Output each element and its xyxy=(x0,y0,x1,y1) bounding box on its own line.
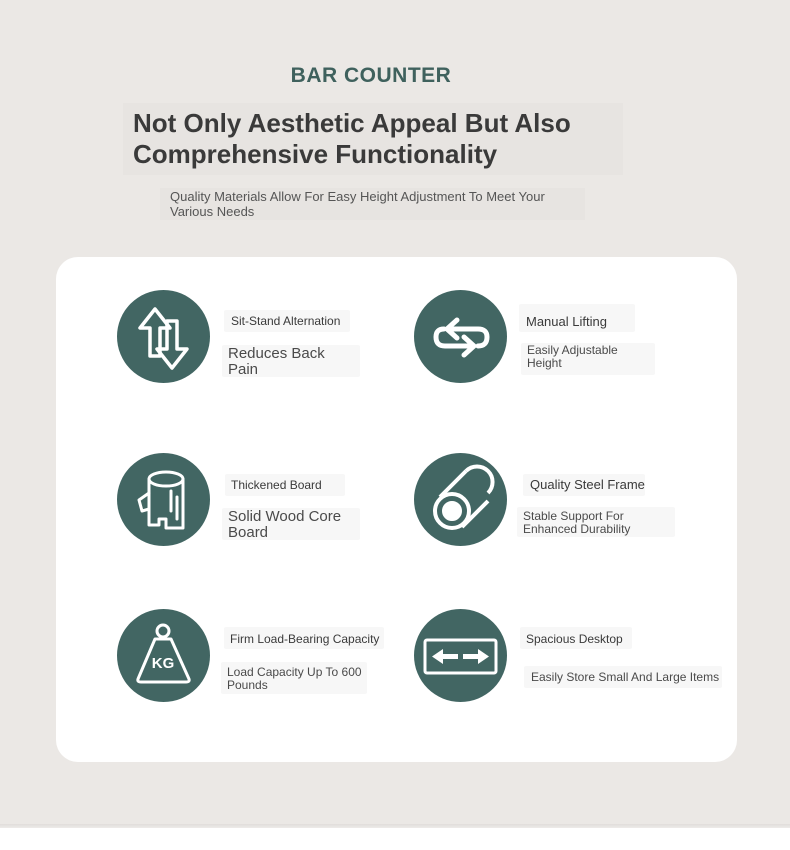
feature-title: Spacious Desktop xyxy=(526,632,623,646)
feature-title: Quality Steel Frame xyxy=(530,477,645,492)
up-down-arrows-icon xyxy=(117,290,210,383)
weight-label: KG xyxy=(151,655,175,672)
page-headline: Not Only Aesthetic Appeal But Also Comprehensive Functionality xyxy=(133,108,571,169)
feature-title: Manual Lifting xyxy=(526,314,607,329)
feature-desc: Solid Wood Core Board xyxy=(228,508,342,541)
feature-desc: Easily Store Small And Large Items xyxy=(531,670,720,684)
feature-title: Sit-Stand Alternation xyxy=(231,314,341,328)
feature-desc: Stable Support For Enhanced Durability xyxy=(523,509,631,536)
page-bottom-strip xyxy=(0,828,790,850)
page-subline: Quality Materials Allow For Easy Height Adjustment To Meet Your Various Needs xyxy=(170,189,545,219)
wood-log-icon xyxy=(117,453,210,546)
feature-title: Thickened Board xyxy=(231,478,322,492)
steel-pipe-icon xyxy=(414,453,507,546)
kg-weight-icon xyxy=(117,609,210,702)
feature-title: Firm Load-Bearing Capacity xyxy=(230,632,380,646)
feature-desc: Load Capacity Up To 600 Pounds xyxy=(227,665,362,692)
feature-desc: Reduces Back Pain xyxy=(228,345,325,378)
section-kicker: BAR COUNTER xyxy=(290,64,452,87)
cycle-arrows-icon xyxy=(414,290,507,383)
left-right-arrows-icon xyxy=(414,609,507,702)
feature-desc: Easily Adjustable Height xyxy=(527,343,618,370)
